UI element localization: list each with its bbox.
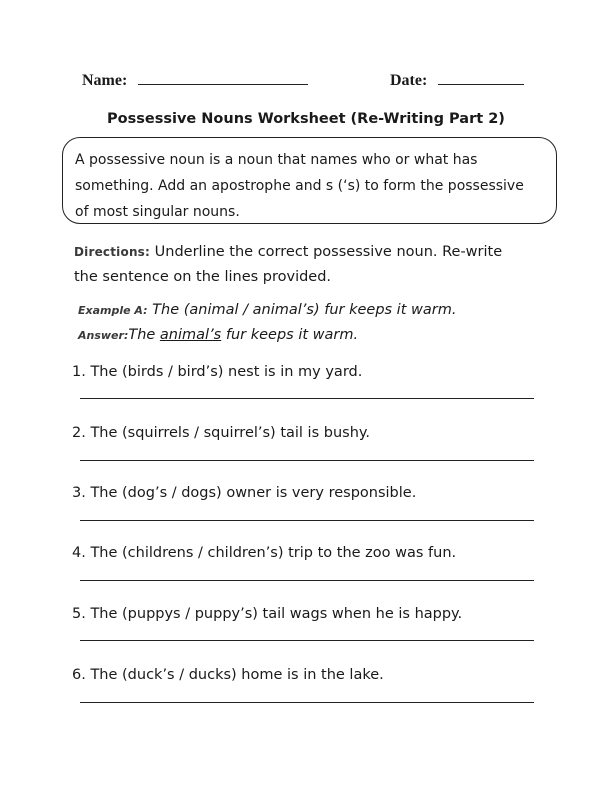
answer-prefix: The	[128, 327, 160, 343]
date-field-row	[390, 70, 524, 90]
worksheet-title: Possessive Nouns Worksheet (Re-Writing Part 2)	[107, 111, 505, 127]
question-3: 3. The (dog’s / dogs) owner is very responsible.	[72, 485, 417, 501]
question-2: 2. The (squirrels / squirrel’s) tail is bushy.	[72, 425, 371, 441]
name-field-row	[82, 70, 308, 90]
directions	[74, 240, 502, 290]
answer-label: Answer:	[78, 329, 129, 342]
answer-line-6[interactable]	[80, 702, 534, 703]
name-blank[interactable]	[138, 70, 308, 85]
question-6: 6. The (duck’s / ducks) home is in the lake.	[72, 667, 384, 683]
answer-line-5[interactable]	[80, 640, 534, 641]
answer-line-3[interactable]	[80, 520, 534, 521]
answer-line-2[interactable]	[80, 460, 534, 461]
example-label: Example A:	[78, 304, 148, 317]
answer-line-1[interactable]	[80, 398, 534, 399]
question-4: 4. The (childrens / children’s) trip to the zoo was fun.	[72, 545, 457, 561]
answer-line-4[interactable]	[80, 580, 534, 581]
name-label: Name:	[82, 72, 128, 89]
info-line-3: of most singular nouns.	[75, 204, 240, 220]
example-text: The (animal / animal’s) fur keeps it warm.	[152, 302, 457, 318]
answer-underlined-noun: animal’s	[159, 327, 222, 343]
info-box	[62, 137, 557, 224]
date-label: Date:	[390, 72, 428, 89]
info-line-2: something. Add an apostrophe and s (‘s) to form the possessive	[75, 178, 524, 194]
info-line-1: A possessive noun is a noun that names who or what has	[75, 152, 478, 168]
directions-line-2: the sentence on the lines provided.	[74, 269, 332, 285]
question-5: 5. The (puppys / puppy’s) tail wags when he is happy.	[72, 606, 463, 622]
directions-label: Directions:	[74, 245, 151, 259]
date-blank[interactable]	[438, 70, 524, 85]
example-answer	[78, 327, 358, 343]
question-1: 1. The (birds / bird’s) nest is in my yard.	[72, 364, 363, 380]
example	[78, 302, 456, 318]
directions-line-1: Underline the correct possessive noun. Re-write	[154, 244, 503, 260]
answer-suffix: fur keeps it warm.	[221, 327, 359, 343]
